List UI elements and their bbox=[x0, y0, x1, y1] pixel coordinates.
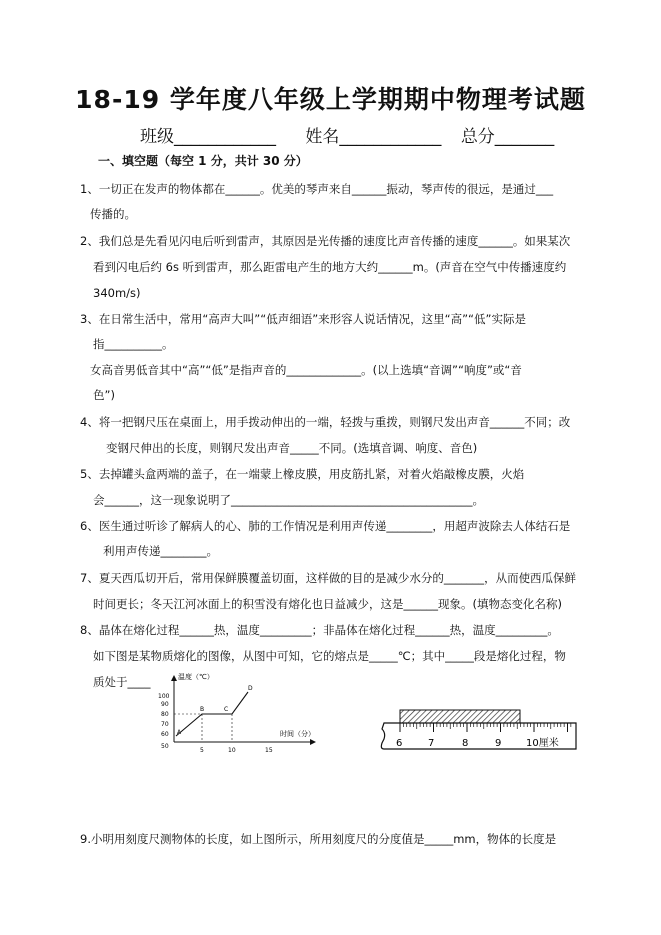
xtick-10: 10 bbox=[228, 747, 236, 754]
q2-line1: 2、我们总是先看见闪电后听到雷声，其原因是光传播的速度比声音传播的速度______。如果某次 bbox=[80, 234, 571, 248]
q8-line2: 如下图是某物质熔化的图像，从图中可知，它的熔点是_____℃；其中_____段是熔化过程，物 bbox=[93, 649, 566, 663]
total-field: 总分_______ bbox=[460, 127, 555, 147]
point-b: B bbox=[200, 706, 205, 713]
ruler-measurement bbox=[380, 705, 582, 753]
ruler-label-7: 7 bbox=[428, 738, 435, 749]
class-field: 班级____________ bbox=[140, 127, 276, 147]
name-field: 姓名____________ bbox=[305, 127, 442, 147]
q3-line1: 3、在日常生活中，常用“高声大叫”“低声细语”来形容人说话情况，这里“高”“低”实际是 bbox=[80, 312, 526, 326]
ruler-label-10cm: 10厘米 bbox=[526, 738, 559, 749]
measured-object bbox=[400, 710, 520, 723]
graph-xlabel: 时间（分） bbox=[280, 730, 315, 738]
q3-line2: 指__________。 bbox=[93, 337, 174, 351]
ytick-50: 50 bbox=[161, 743, 169, 750]
ytick-70: 70 bbox=[161, 721, 169, 728]
ruler-label-9: 9 bbox=[495, 738, 502, 749]
q7-line1: 7、夏天西瓜切开后，常用保鲜膜覆盖切面，这样做的目的是减少水分的_______，从而使西瓜保鲜 bbox=[80, 571, 577, 585]
graph-ylabel: 温度（℃） bbox=[178, 673, 214, 681]
q2-line3: 340m/s) bbox=[93, 286, 141, 300]
q5-line1: 5、去掉罐头盒两端的盖子，在一端蒙上橡皮膜，用皮筋扎紧，对着火焰敲橡皮膜，火焰 bbox=[80, 467, 525, 481]
q3-line3: 女高音男低音其中“高”“低”是指声音的_____________。(以上选填“音调”“响度”或“音 bbox=[90, 363, 522, 377]
point-a: A bbox=[177, 729, 182, 736]
q5-line2: 会______，这一现象说明了__________________________________________。 bbox=[93, 493, 484, 507]
q4-line1: 4、将一把钢尺压在桌面上，用手拨动伸出的一端，轻拨与重拨，则钢尺发出声音______不同；改 bbox=[80, 415, 571, 429]
section-title: 一、填空题（每空 1 分，共计 30 分） bbox=[98, 154, 308, 168]
ytick-100: 100 bbox=[158, 693, 170, 700]
xtick-15: 15 bbox=[265, 747, 273, 754]
exam-title: 18-19 学年度八年级上学期期中物理考试题 bbox=[75, 85, 586, 114]
ytick-60: 60 bbox=[161, 731, 169, 738]
q8-line3: 质处于____ bbox=[93, 675, 151, 689]
q2-line2: 看到闪电后约 6s 听到雷声，那么距雷电产生的地方大约______m。(声音在空气中传播速度约 bbox=[93, 260, 567, 274]
q8-line1: 8、晶体在熔化过程______热，温度_________；非晶体在熔化过程______热，温度_________。 bbox=[80, 623, 559, 637]
student-info-fields bbox=[140, 122, 554, 147]
q6-line1: 6、医生通过听诊了解病人的心、肺的工作情况是利用声传递________，用超声波除去人体结石是 bbox=[80, 519, 571, 533]
xtick-5: 5 bbox=[200, 747, 204, 754]
q3-line4: 色”) bbox=[93, 388, 115, 402]
ytick-80: 80 bbox=[161, 711, 169, 718]
melting-graph bbox=[150, 670, 320, 760]
point-d: D bbox=[248, 685, 253, 692]
q1-line1: 1、一切正在发声的物体都在______。优美的琴声来自______振动，琴声传的很远，是通过___ bbox=[80, 182, 554, 196]
ruler-label-6: 6 bbox=[396, 738, 403, 749]
q7-line2: 时间更长；冬天江河冰面上的积雪没有熔化也日益减少，这是______现象。(填物态变化名称) bbox=[93, 597, 562, 611]
q1-line2: 传播的。 bbox=[90, 207, 136, 221]
point-c: C bbox=[224, 706, 229, 713]
q9-line1: 9.小明用刻度尺测物体的长度，如上图所示，所用刻度尺的分度值是_____mm，物体的长度是 bbox=[80, 832, 557, 846]
q6-line2: 利用声传递________。 bbox=[103, 544, 218, 558]
ruler-label-8: 8 bbox=[462, 738, 469, 749]
ytick-90: 90 bbox=[161, 701, 169, 708]
q4-line2: 变钢尺伸出的长度，则钢尺发出声音_____不同。(选填音调、响度、音色) bbox=[106, 441, 478, 455]
